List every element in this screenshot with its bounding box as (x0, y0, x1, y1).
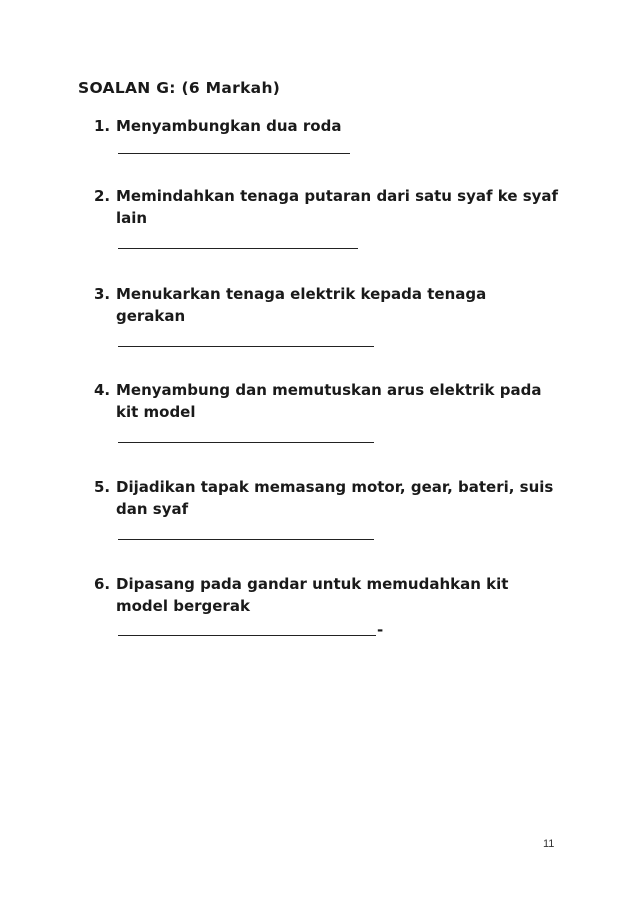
question-6 (94, 573, 564, 617)
trailing-dash: - (377, 621, 384, 639)
section-heading: SOALAN G: (6 Markah) (78, 79, 281, 97)
question-1 (94, 115, 564, 137)
question-text: Memindahkan tenaga putaran dari satu syaf ke syaf lain (116, 187, 559, 227)
answer-line-4[interactable] (118, 442, 374, 443)
answer-line-6[interactable] (118, 635, 376, 636)
question-number: 3. (94, 285, 111, 303)
question-2 (94, 185, 564, 229)
question-number: 6. (94, 575, 111, 593)
answer-line-2[interactable] (118, 248, 358, 249)
question-number: 1. (94, 117, 111, 135)
question-3 (94, 283, 564, 327)
answer-line-3[interactable] (118, 346, 374, 347)
page-number: 11 (543, 838, 555, 850)
question-text: Dijadikan tapak memasang motor, gear, bateri, suis dan syaf (116, 478, 554, 518)
question-text: Dipasang pada gandar untuk memudahkan kit model bergerak (116, 575, 509, 615)
question-text: Menyambungkan dua roda (116, 117, 342, 135)
question-text: Menyambung dan memutuskan arus elektrik pada kit model (116, 381, 542, 421)
question-5 (94, 476, 564, 520)
answer-line-1[interactable] (118, 153, 350, 154)
question-number: 5. (94, 478, 111, 496)
answer-line-5[interactable] (118, 539, 374, 540)
question-4 (94, 379, 564, 423)
question-number: 4. (94, 381, 111, 399)
question-text: Menukarkan tenaga elektrik kepada tenaga gerakan (116, 285, 487, 325)
question-number: 2. (94, 187, 111, 205)
